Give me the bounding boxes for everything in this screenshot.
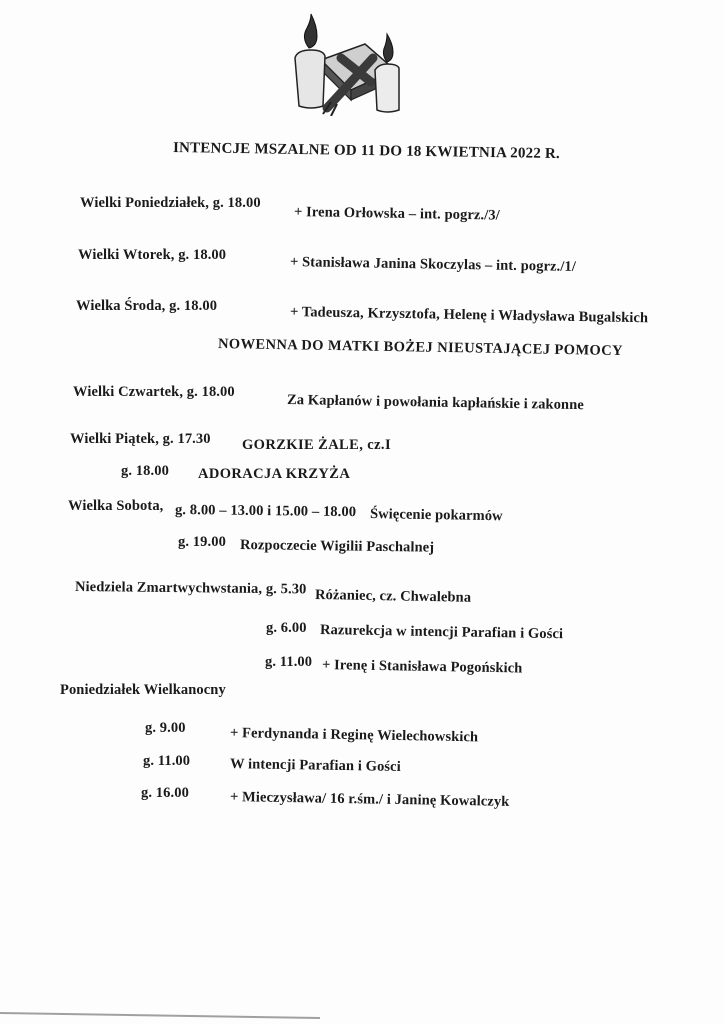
- entry-time: g. 11.00: [265, 654, 313, 670]
- entry-intention: GORZKIE ŻALE, cz.I: [242, 437, 391, 453]
- entry-intention: + Stanisława Janina Skoczylas – int. pogrz./1/: [289, 254, 577, 275]
- entry-intention: W intencji Parafian i Gości: [229, 756, 401, 775]
- entry-time: g. 9.00: [145, 720, 186, 736]
- entry-intention: + Irenę i Stanisława Pogońskich: [321, 657, 523, 677]
- entry-intention: Święcenie pokarmów: [369, 506, 503, 525]
- entry-day: Wielka Środa, g. 18.00: [76, 298, 218, 314]
- entry-time: g. 8.00 – 13.00 i 15.00 – 18.00: [174, 502, 357, 521]
- entry-intention: + Irena Orłowska – int. pogrz./3/: [293, 204, 500, 224]
- entry-day: Wielki Piątek, g. 17.30: [70, 431, 211, 447]
- entry-day: Wielki Wtorek, g. 18.00: [78, 247, 227, 263]
- entry-time: g. 19.00: [178, 534, 226, 550]
- entry-time: g. 16.00: [141, 785, 189, 801]
- entry-intention: Rozpoczecie Wigilii Paschalnej: [239, 537, 435, 556]
- entry-time: g. 18.00: [121, 463, 169, 479]
- entry-day: Wielki Czwartek, g. 18.00: [73, 384, 235, 400]
- scan-edge-line: [0, 1012, 320, 1019]
- entry-intention: + Mieczysława/ 16 r.śm./ i Janinę Kowalczyk: [229, 789, 510, 810]
- entry-intention: Różaniec, cz. Chwalebna: [314, 587, 472, 606]
- entry-day: Niedziela Zmartwychwstania, g. 5.30: [74, 579, 307, 598]
- novena-heading: NOWENNA DO MATKI BOŻEJ NIEUSTAJĄCEJ POMOCY: [217, 336, 624, 360]
- entry-time: g. 6.00: [266, 620, 307, 636]
- entry-intention: Za Kapłanów i powołania kapłańskie i zakonne: [286, 392, 585, 414]
- entry-intention: + Ferdynanda i Reginę Wielechowskich: [229, 725, 479, 746]
- candles-cross-book-icon: [287, 10, 409, 116]
- entry-day: Poniedziałek Wielkanocny: [60, 682, 226, 698]
- entry-intention: + Tadeusza, Krzysztofa, Helenę i Władysława Bugalskich: [289, 304, 649, 327]
- entry-intention: ADORACJA KRZYŻA: [198, 466, 351, 482]
- entry-time: g. 11.00: [143, 753, 191, 769]
- page-title: INTENCJE MSZALNE OD 11 DO 18 KWIETNIA 2022 R.: [172, 140, 561, 163]
- entry-intention: Razurekcja w intencji Parafian i Gości: [319, 622, 564, 643]
- entry-day: Wielki Poniedziałek, g. 18.00: [80, 195, 261, 211]
- entry-day: Wielka Sobota,: [68, 498, 164, 514]
